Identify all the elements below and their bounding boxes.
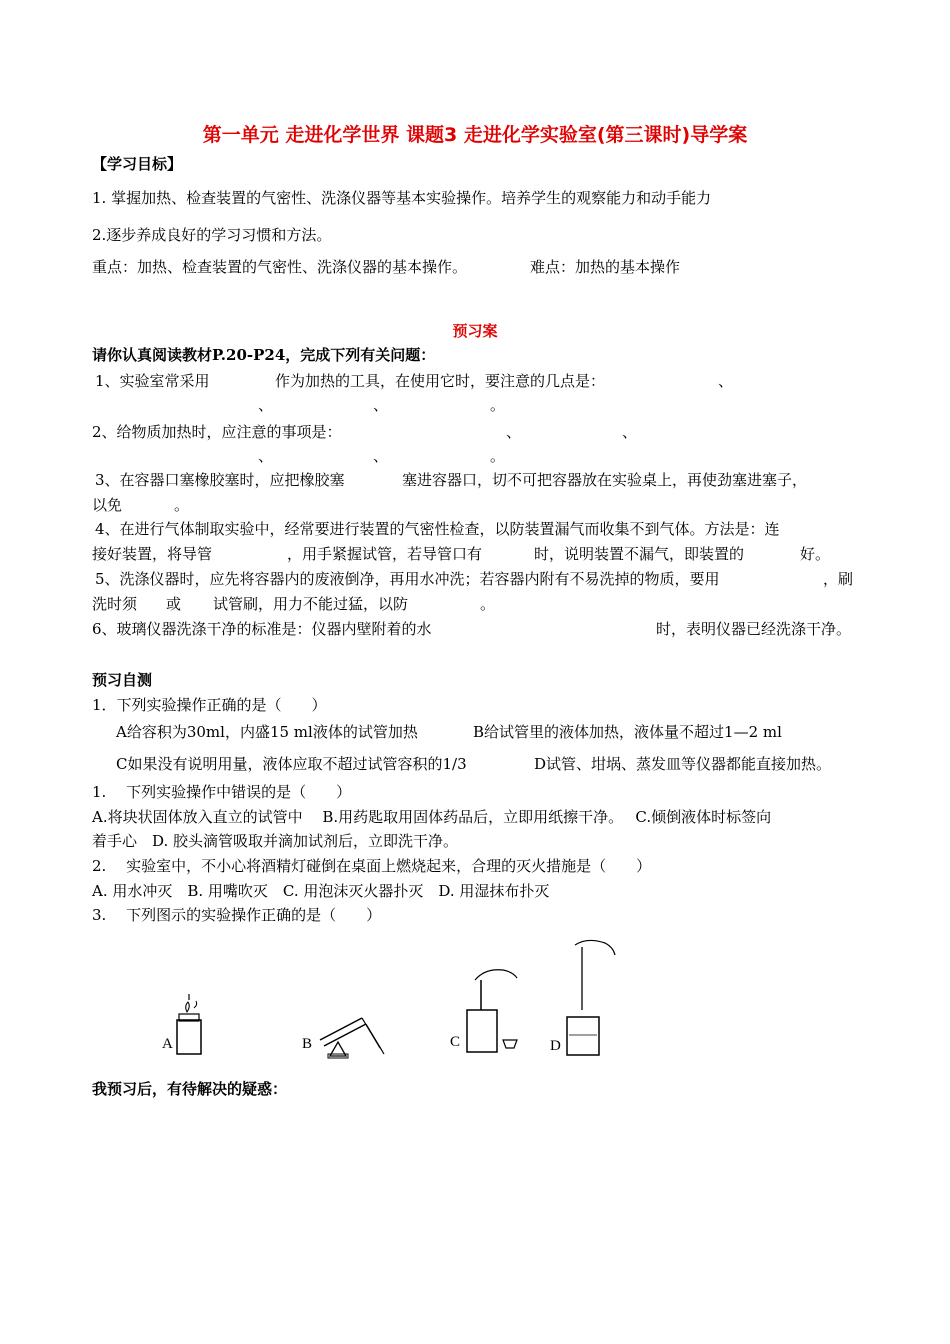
q2-text-a: 2、给物质加热时，应注意的事项是： (92, 423, 342, 441)
q2-text-e: 、 (373, 447, 389, 465)
figure-d-label: D (550, 1038, 561, 1054)
difficulty: 难点：加热的基本操作 (530, 258, 681, 276)
q3-text-d: 。 (174, 496, 190, 514)
test-q2-line2: 着手心 D. 胶头滴管吸取并滴加试剂后，立即洗干净。 (92, 832, 459, 850)
objectives-heading: 【学习目标】 (92, 155, 183, 173)
test-q1-option-d: D试管、坩埚、蒸发皿等仪器都能直接加热。 (534, 755, 832, 773)
doubts-heading: 我预习后，有待解决的疑惑： (92, 1080, 288, 1098)
q5-text-f: 。 (480, 595, 496, 613)
q5-text-c: 洗时须 (92, 595, 138, 613)
test-q4-stem: 3. 下列图示的实验操作正确的是（ ） (92, 906, 382, 924)
key-points: 重点：加热、检查装置的气密性、洗涤仪器的基本操作。 (92, 258, 468, 276)
q2-text-d: 、 (258, 447, 274, 465)
q1-text-b: 作为加热的工具，在使用它时，要注意的几点是： (275, 372, 606, 390)
q2-text-f: 。 (490, 447, 506, 465)
page-title: 第一单元 走进化学世界 课题3 走进化学实验室(第三课时)导学案 (202, 124, 748, 146)
q2-text-c: 、 (622, 423, 638, 441)
objective-item-2: 2.逐步养成良好的学习习惯和方法。 (92, 226, 332, 244)
test-q1-option-c: C如果没有说明用量，液体应取不超过试管容积的1/3 (116, 755, 467, 773)
test-q3-stem: 2. 实验室中，不小心将酒精灯碰倒在桌面上燃烧起来，合理的灭火措施是（ ） (92, 857, 652, 875)
figure-c-dropper (455, 960, 525, 1060)
test-q3-options: A. 用水冲灭 B. 用嘴吹灭 C. 用泡沫灭火器扑灭 D. 用湿抹布扑灭 (92, 882, 550, 900)
test-q2-line1: A.将块状固体放入直立的试管中 B.用药匙取用固体药品后，立即用纸擦干净。 C.倾倒液体时标签向 (92, 808, 772, 826)
test-q2-stem: 1. 下列实验操作中错误的是（ ） (92, 783, 352, 801)
figure-d-beaker (555, 935, 625, 1060)
q3-text-a: 3、在容器口塞橡胶塞时，应把橡胶塞 (95, 471, 345, 489)
test-q1-stem: 1．下列实验操作正确的是（ ） (92, 696, 327, 714)
q3-text-c: 以免 (92, 496, 123, 514)
figure-b-heating (300, 1010, 400, 1060)
q2-text-b: 、 (506, 423, 522, 441)
preview-instruction: 请你认真阅读教材P.20-P24，完成下列有关问题： (92, 346, 436, 364)
objective-item-1: 1. 掌握加热、检查装置的气密性、洗涤仪器等基本实验操作。培养学生的观察能力和动手能力 (92, 189, 712, 207)
preview-heading: 预习案 (452, 322, 498, 340)
q6-text-b: 时，表明仪器已经洗涤干净。 (656, 620, 852, 638)
q3-text-b: 塞进容器口，切不可把容器放在实验桌上，再使劲塞进塞子， (402, 471, 808, 489)
figure-c-label: C (450, 1034, 461, 1050)
q4-text-a: 4、在进行气体制取实验中，经常要进行装置的气密性检查，以防装置漏气而收集不到气体。方法是：连 (95, 520, 780, 538)
q1-text-e: 、 (373, 396, 389, 414)
q1-text-d: 、 (258, 396, 274, 414)
q6-text-a: 6、玻璃仪器洗涤干净的标准是：仪器内壁附着的水 (92, 620, 432, 638)
test-q1-option-b: B给试管里的液体加热，液体量不超过1—2 ml (473, 723, 782, 741)
q1-text-c: 、 (718, 372, 734, 390)
figure-a-label: A (162, 1036, 173, 1052)
q1-text-f: 。 (490, 396, 506, 414)
q5-text-d: 或 (166, 595, 182, 613)
figure-b-label: B (302, 1036, 313, 1052)
q4-text-d: 时，说明装置不漏气，即装置的 (534, 545, 745, 563)
q1-text-a: 1、实验室常采用 (95, 372, 210, 390)
q5-text-b: ，刷 (823, 570, 854, 588)
q5-text-a: 5、洗涤仪器时，应先将容器内的废液倒净，再用水冲洗；若容器内附有不易洗掉的物质，要用 (95, 570, 720, 588)
q4-text-c: ，用手紧握试管，若导管口有 (287, 545, 483, 563)
q4-text-e: 好。 (800, 545, 831, 563)
test-q1-option-a: A给容积为30ml，内盛15 ml液体的试管加热 (116, 723, 418, 741)
q5-text-e: 试管刷，用力不能过猛，以防 (213, 595, 409, 613)
q4-text-b: 接好装置，将导管 (92, 545, 213, 563)
self-test-heading: 预习自测 (92, 671, 153, 689)
